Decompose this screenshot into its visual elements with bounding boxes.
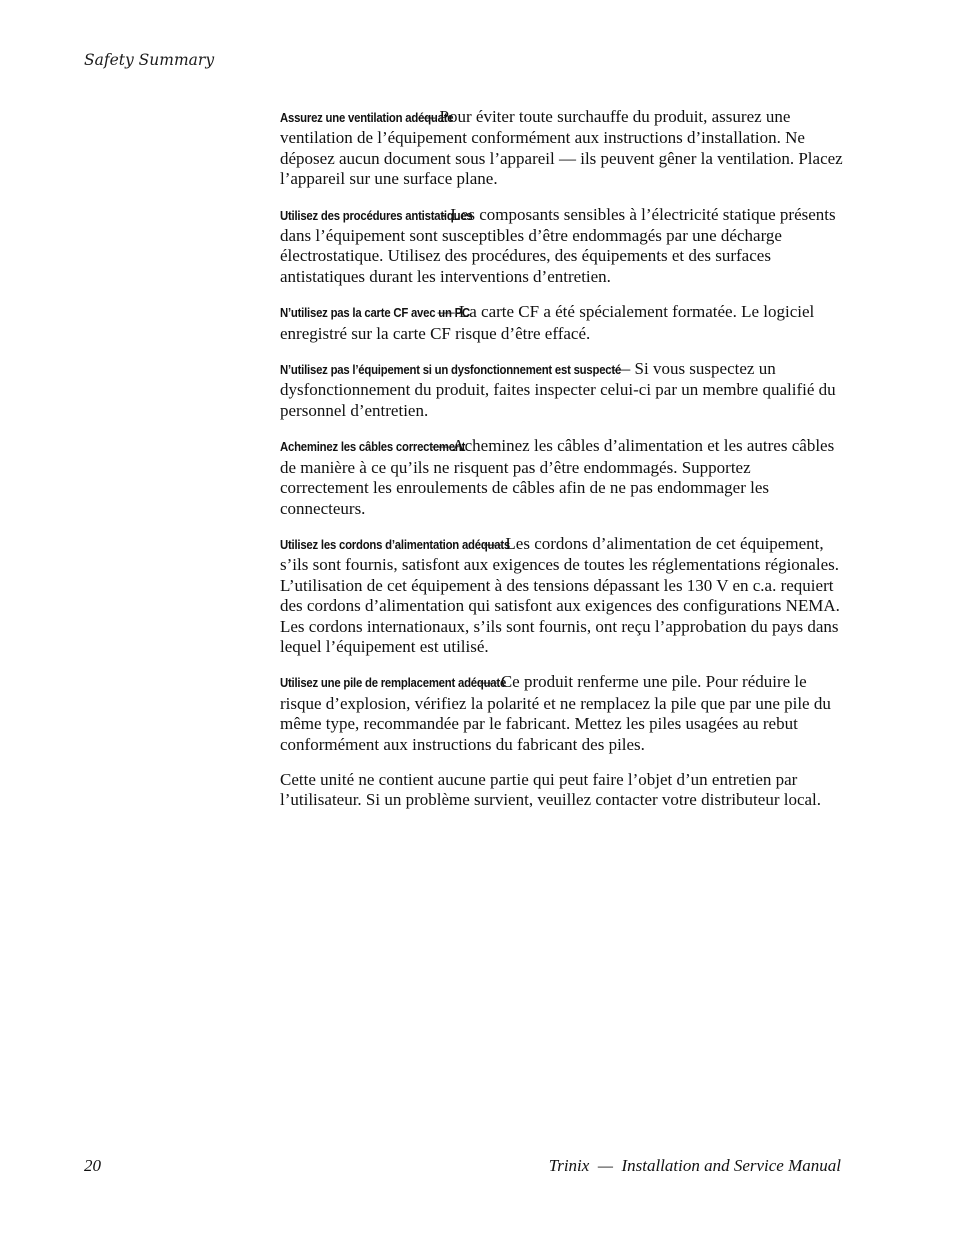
safety-paragraph-battery (280, 672, 843, 755)
paragraph-text: — La carte CF a été spécialement formatée. Le logiciel enregistré sur la carte CF risque d’être effacé. (280, 302, 815, 343)
paragraph-text: — Acheminez les câbles d’alimentation et les autres câbles de manière à ce qu’ils ne risquent pas d’être endommagés. Supportez correctement les enroulements de câbles afin de ne pas endommager les connecteurs. (280, 436, 835, 518)
paragraph-text: — Pour éviter toute surchauffe du produit, assurez une ventilation de l’équipement conformément aux instructions d’installation. Ne déposez aucun document sous l’appareil — ils peuvent gêner la ventilation. Placez l’appareil sur une surface plane. (280, 107, 843, 189)
paragraph-heading: N’utilisez pas la carte CF avec un PC (280, 305, 470, 321)
page-number: 20 (84, 1156, 101, 1175)
paragraph-heading: Assurez une ventilation adéquate (280, 110, 454, 125)
safety-paragraph-power-cords (280, 534, 843, 657)
paragraph-text: — Les cordons d’alimentation de cet équipement, s’ils sont fournis, satisfont aux exigences de toutes les réglementations régionales. L’utilisation de cet équipement à des tensions dépassant les 130 V en c.a. requiert des cordons d’alimentation qui satisfont aux exigences des configurations NEMA. Les cordons internationaux, s’ils sont fournis, ont reçu l’approbation du pays dans lequel l’équipement est utilisé. (280, 533, 840, 656)
safety-content (280, 107, 843, 826)
paragraph-heading: Utilisez les cordons d’alimentation adéquats (280, 536, 511, 552)
manual-title: Trinix — Installation and Service Manual (548, 1156, 841, 1175)
paragraph-heading: Utilisez des procédures antistatiques (280, 207, 473, 223)
paragraph-text: — Si vous suspectez un dysfonctionnement du produit, faites inspecter celui-ci par un membre qualifié du personnel d’entretien. (280, 359, 836, 420)
paragraph-text: - Les composants sensibles à l’électricité statique présents dans l’équipement sont susceptibles d’être endommagés par une décharge électrostatique. Utilisez des procédures, des équipements et des surfaces antistatiques durant les interventions d’entretien. (280, 204, 836, 286)
paragraph-heading: N’utilisez pas l’équipement si un dysfonctionnement est suspecté (280, 362, 622, 378)
paragraph-text: — Ce produit renferme une pile. Pour réduire le risque d’explosion, vérifiez la polarité et ne remplacez la pile que par une pile du même type, recommandée par le fabricant. Mettez les piles usagées au rebut conformément aux instructions du fabricant des piles. (280, 672, 831, 754)
paragraph-heading: Utilisez une pile de remplacement adéquate (280, 675, 507, 691)
paragraph-heading: Acheminez les câbles correctement (280, 439, 466, 455)
safety-paragraph-malfunction (280, 359, 843, 421)
safety-paragraph-ventilation (280, 107, 843, 190)
closing-paragraph: Cette unité ne contient aucune partie qui peut faire l’objet d’un entretien par l’utilisateur. Si un problème survient, veuillez contacter votre distributeur local. (280, 769, 822, 810)
safety-paragraph-cf-card (280, 302, 843, 344)
safety-paragraph-cables (280, 436, 843, 519)
safety-paragraph-antistatic (280, 205, 843, 288)
running-header: Safety Summary (84, 51, 215, 69)
